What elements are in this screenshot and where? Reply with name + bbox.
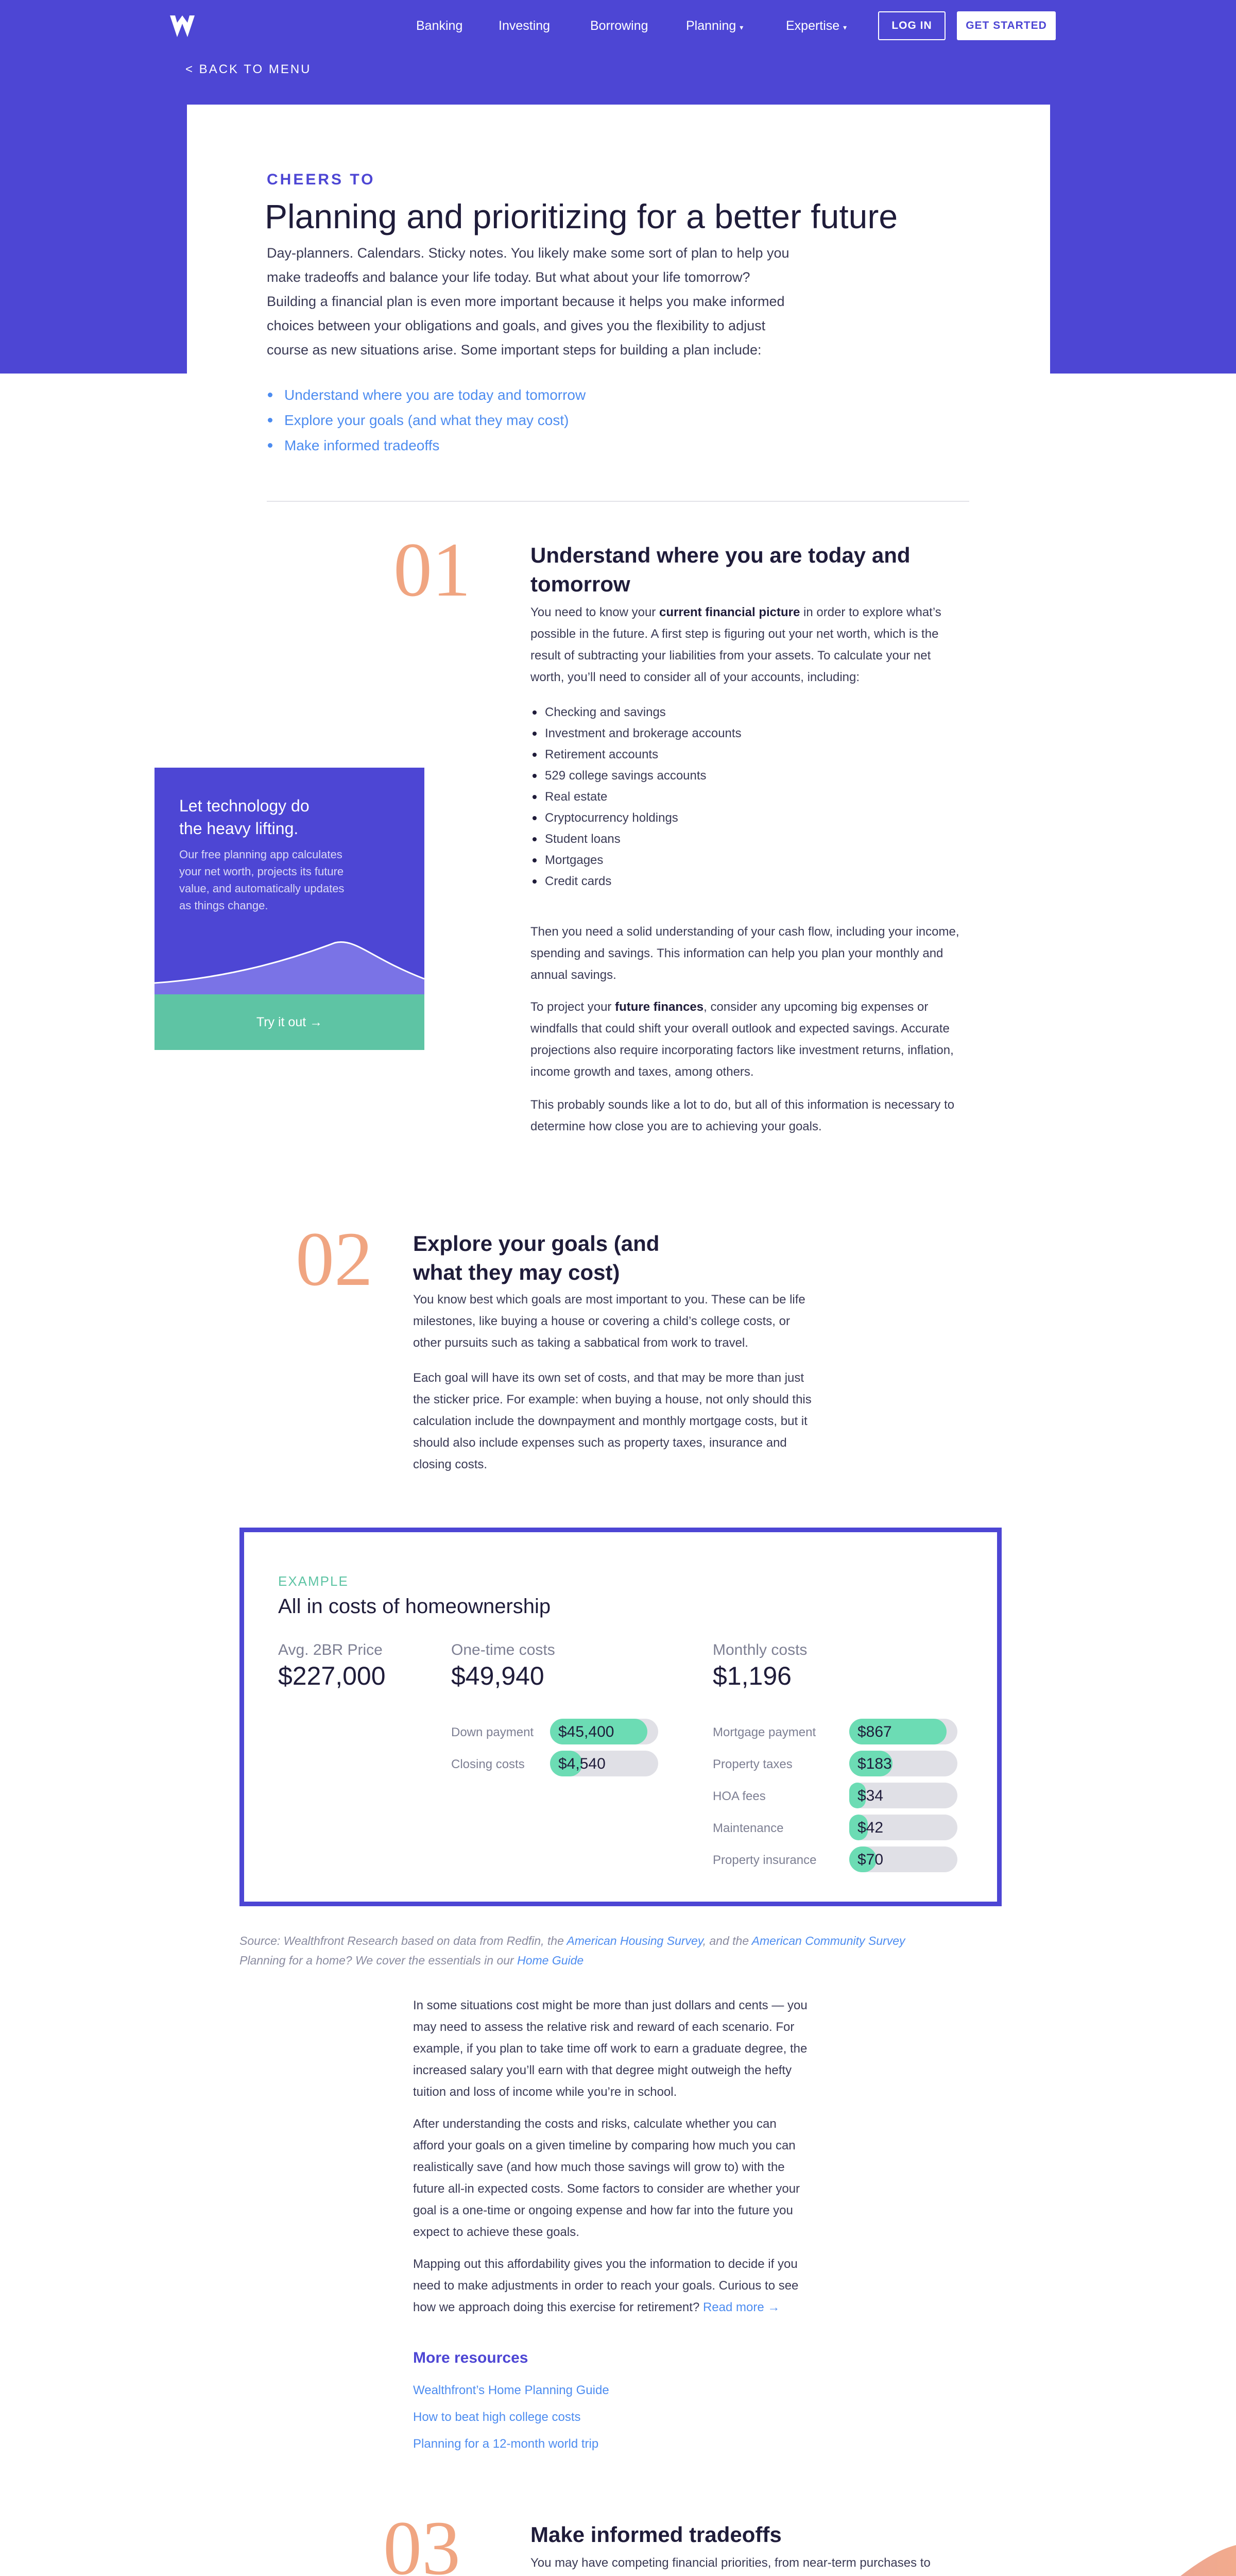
cost-value: $34 [857,1787,884,1804]
tech-description [179,846,344,914]
cost-bar [550,1751,658,1776]
text-line: expect to achieve these goals. [413,2225,579,2239]
text: how we approach doing this exercise for retirement? [413,2300,700,2314]
section-2-title [413,1229,659,1287]
cost-label: Closing costs [451,1757,525,1771]
login-button[interactable]: LOG IN [878,11,946,40]
nav-planning[interactable] [686,19,743,33]
text-line: worth, you’ll need to consider all of your accounts, including: [530,670,860,684]
more-resources-heading: More resources [413,2349,528,2366]
resource-links [413,2377,609,2458]
text-line: your net worth, projects its future [179,865,344,878]
section-2-p1 [413,1289,856,1354]
intro-line: course as new situations arise. Some important steps for building a plan include: [267,342,762,358]
text-line: closing costs. [413,1458,488,1471]
onetime-costs-label: One-time costs [451,1641,555,1658]
text-line: may need to assess the relative risk and reward of each scenario. For [413,2020,795,2034]
text-line: need to make adjustments in order to reach your goals. Curious to see [413,2279,799,2293]
emphasis: future finances [615,1000,704,1014]
text-line: Each goal will have its own set of costs, and that may be more than just [413,1371,804,1385]
onetime-costs-value: $49,940 [451,1662,544,1690]
cost-bar [849,1783,957,1808]
back-to-menu-link[interactable]: < BACK TO MENU [185,62,312,76]
text-line: milestones, like buying a house or covering a child’s college costs, or [413,1314,790,1328]
cost-bar [550,1719,658,1744]
american-community-survey-link[interactable]: American Community Survey [751,1934,905,1947]
read-more-link[interactable]: Read more → [702,2300,780,2314]
nav-planning-label: Planning [686,19,736,33]
toc-list [268,382,586,458]
text-line: value, and automatically updates [179,882,345,895]
text-line: projections also require incorporating factors like investment returns, inflation, [530,1043,954,1057]
cost-label: HOA fees [713,1789,766,1803]
list-item: Cryptocurrency holdings [533,807,742,828]
title-line: tomorrow [530,572,630,596]
example-title: All in costs of homeownership [278,1595,551,1618]
toc-link-2[interactable]: Explore your goals (and what they may cost) [268,408,586,433]
list-item: Real estate [533,786,742,807]
text: You need to know your [530,605,656,619]
cost-label: Down payment [451,1725,534,1739]
section-1-title [530,541,911,599]
text-line: realistically save (and how much those savings will grow to) with the [413,2160,785,2174]
text-line: increased salary you’ll earn with that degree might outweigh the hefty [413,2063,792,2077]
cost-value: $70 [857,1851,884,1868]
intro-line: choices between your obligations and goals, and gives you the flexibility to adjust [267,318,766,333]
growth-chart-illustration [154,922,424,994]
avg-price-value: $227,000 [278,1662,386,1690]
text-line: You know best which goals are most important to you. These can be life [413,1293,805,1307]
text-line: windfalls that could shift your overall outlook and expected savings. Accurate [530,1022,950,1036]
nav-expertise[interactable] [786,19,847,33]
text: Source: Wealthfront Research based on data from Redfin, the [239,1934,564,1947]
list-item: Retirement accounts [533,744,742,765]
cost-label: Property insurance [713,1853,817,1867]
section-1-p4 [530,1094,989,1138]
intro-paragraph [267,241,885,362]
emphasis: current financial picture [659,605,800,619]
title-line: Understand where you are today and [530,543,911,567]
section-1-p2 [530,921,989,986]
source-note: Source: Wealthfront Research based on data from Redfin, the American Housing Survey, and the American Community Survey Planning for a home? We cover the essentials in our Home Guide [239,1934,905,1967]
intro-eyebrow: CHEERS TO [267,171,375,188]
cost-value: $867 [857,1723,892,1740]
chevron-down-icon: ▾ [740,23,744,31]
example-costs-box [239,1528,1002,1906]
text: , consider any upcoming big expenses or [703,1000,929,1014]
toc-link-1[interactable]: Understand where you are today and tomorrow [268,382,586,408]
page-title: Planning and prioritizing for a better future [265,197,898,235]
list-item: Checking and savings [533,702,742,723]
section-number: 02 [296,1216,373,1302]
home-guide-link[interactable]: Home Guide [517,1954,584,1967]
cost-label: Mortgage payment [713,1725,816,1739]
title-line: Explore your goals (and [413,1231,660,1256]
list-item: 529 college savings accounts [533,765,742,786]
nav-borrowing[interactable]: Borrowing [590,19,648,33]
section-3-title: Make informed tradeoffs [530,2522,782,2547]
nav-investing[interactable]: Investing [499,19,551,33]
text: To project your [530,1000,612,1014]
text-line: annual savings. [530,968,616,982]
intro-line: make tradeoffs and balance your life today. But what about your life tomorrow? [267,269,750,285]
text-line: goal is a one-time or ongoing expense and how far into the future you [413,2204,793,2217]
text-line: as things change. [179,899,268,912]
try-it-out-button[interactable]: Try it out → [154,994,424,1050]
text-line: example, if you plan to take time off work to earn a graduate degree, the [413,2042,808,2056]
text-line: income growth and taxes, among others. [530,1065,754,1079]
list-item: Credit cards [533,871,742,892]
text-line: result of subtracting your liabilities from your assets. To calculate your net [530,649,931,663]
text-line: the sticker price. For example: when buying a house, not only should this [413,1393,812,1406]
text-line: determine how close you are to achieving your goals. [530,1120,822,1133]
title-line: Let technology do [179,796,310,815]
text-line: other pursuits such as taking a sabbatical from work to travel. [413,1336,748,1350]
cost-label: Property taxes [713,1757,793,1771]
nav-banking[interactable]: Banking [416,19,463,33]
text: Planning for a home? We cover the essentials in our [239,1954,514,1967]
text-line: Mapping out this affordability gives you the information to decide if you [413,2257,798,2271]
cost-value: $45,400 [558,1723,614,1740]
example-eyebrow: EXAMPLE [278,1573,349,1589]
section-2-p5 [413,2253,856,2318]
title-line: what they may cost) [413,1260,620,1284]
text-line: possible in the future. A first step is figuring out your net worth, which is the [530,627,939,641]
text-line: calculation include the downpayment and monthly mortgage costs, but it [413,1414,808,1428]
accounts-list [533,702,742,892]
list-item: Investment and brokerage accounts [533,723,742,744]
monthly-costs-value: $1,196 [713,1662,792,1690]
text-line: afford your goals on a given timeline by comparing how much you can [413,2139,796,2153]
text-line: should also include expenses such as property taxes, insurance and [413,1436,787,1450]
tech-promo-card [154,768,424,1050]
text-line: tuition and loss of income while you’re in school. [413,2085,677,2099]
resource-link[interactable]: How to beat high college costs [413,2410,581,2424]
text-line: future all-in expected costs. Some factors to consider are whether your [413,2182,800,2196]
chevron-down-icon: ▾ [843,23,847,31]
divider [267,501,969,502]
avg-price-label: Avg. 2BR Price [278,1641,383,1658]
section-1-p3 [530,996,989,1083]
text-line [530,2574,989,2576]
text-line: spending and savings. This information can help you plan your monthly and [530,946,943,960]
title-line: the heavy lifting. [179,819,299,838]
section-2-p3 [413,1995,856,2103]
list-item: Student loans [533,828,742,850]
list-item: Mortgages [533,850,742,871]
intro-line: Day-planners. Calendars. Sticky notes. You likely make some sort of plan to help you [267,245,789,261]
section-number: 01 [393,527,471,613]
resource-link[interactable]: Planning for a 12-month world trip [413,2437,599,2451]
section-2-p2 [413,1367,856,1476]
cost-bar [849,1751,957,1776]
resource-link[interactable]: Wealthfront’s Home Planning Guide [413,2383,609,2397]
text-line: You may have competing financial priorities, from near-term purchases to [530,2556,931,2570]
cost-value: $183 [857,1755,892,1772]
tech-title [179,794,310,840]
cost-value: $42 [857,1819,884,1836]
wealthfront-logo[interactable] [167,11,198,42]
text-line: In some situations cost might be more than just dollars and cents — you [413,1998,808,2012]
section-2-p4 [413,2113,856,2243]
text: in order to explore what’s [803,605,941,619]
cost-value: $4,540 [558,1755,606,1772]
text-line: This probably sounds like a lot to do, but all of this information is necessary to [530,1098,955,1112]
text-line: Our free planning app calculates [179,848,342,861]
section-1-p1 [530,602,989,688]
monthly-costs-label: Monthly costs [713,1641,808,1658]
cost-bar [849,1846,957,1872]
text-line: Then you need a solid understanding of your cash flow, including your income, [530,925,959,939]
cost-bar [849,1815,957,1840]
intro-line: Building a financial plan is even more important because it helps you make informed [267,294,785,309]
text-line: After understanding the costs and risks, calculate whether you can [413,2117,777,2131]
section-3-p1 [530,2552,989,2576]
section-number: 03 [383,2505,460,2576]
cost-label: Maintenance [713,1821,784,1835]
toc-link-3[interactable]: Make informed tradeoffs [268,433,586,458]
nav-expertise-label: Expertise [786,19,840,33]
cost-bar [849,1719,957,1744]
get-started-button[interactable]: GET STARTED [957,11,1056,40]
american-housing-survey-link[interactable]: American Housing Survey [566,1934,703,1947]
